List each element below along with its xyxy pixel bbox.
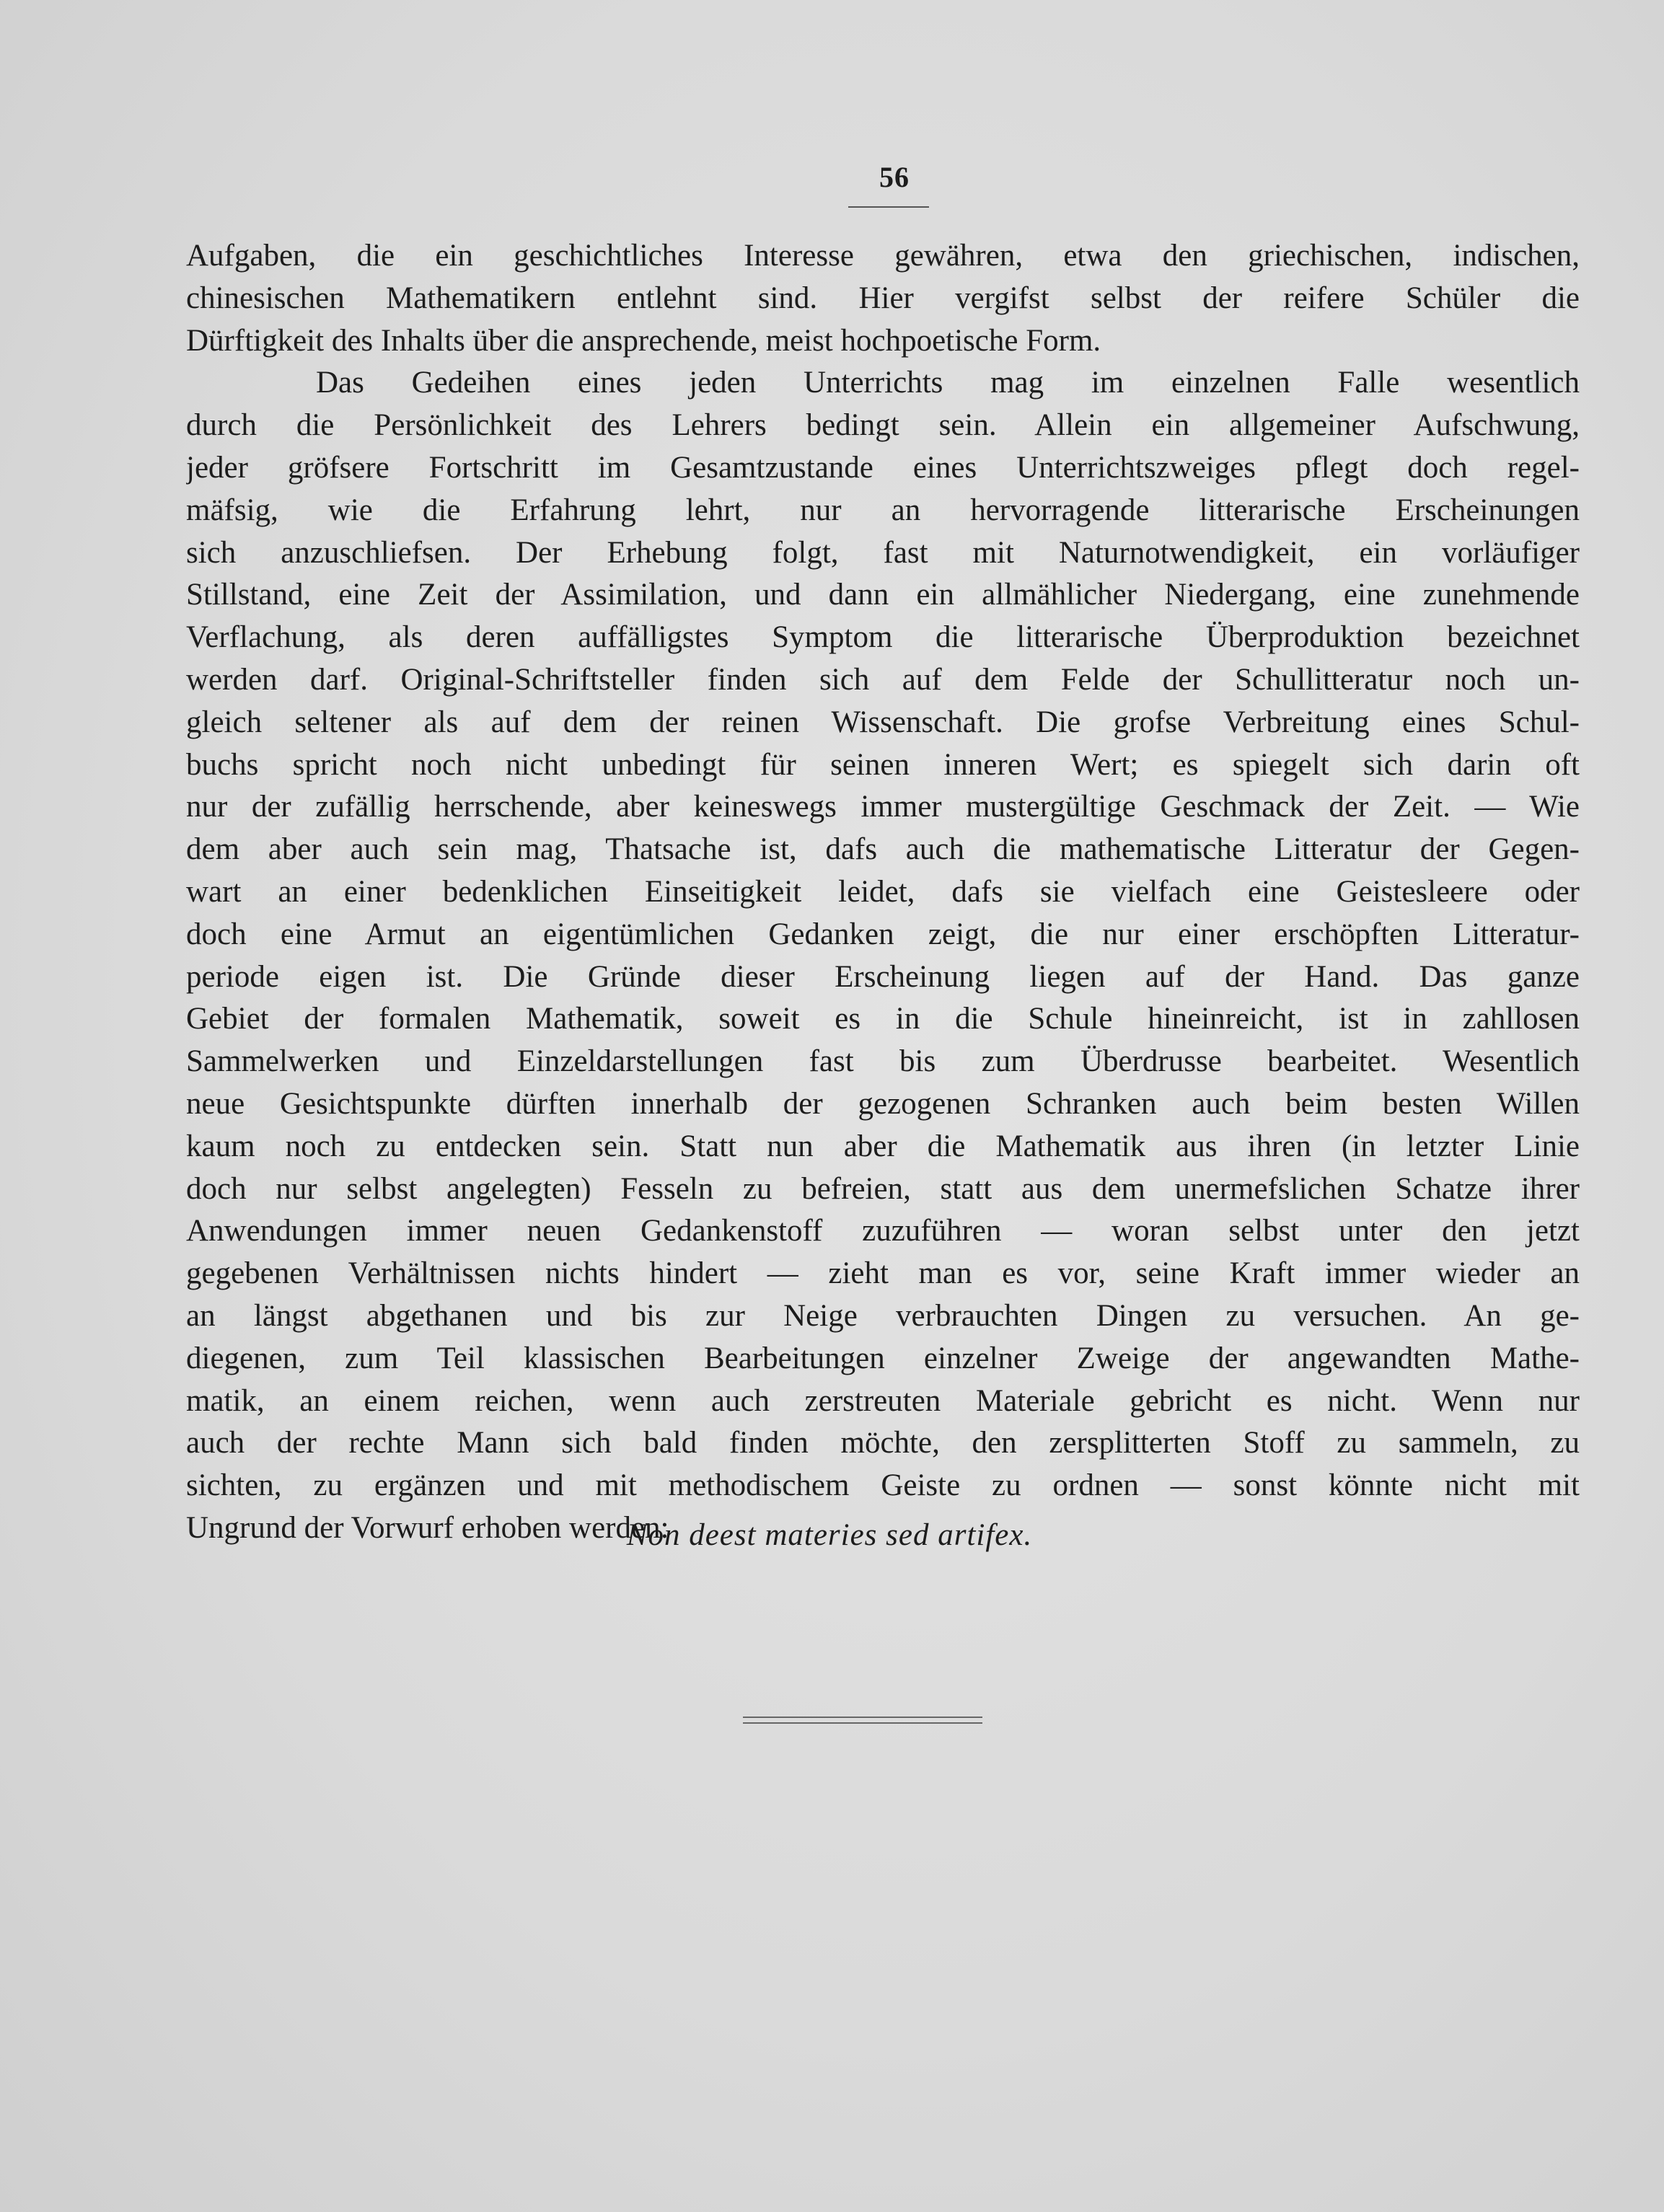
text-line: Verflachung, als deren auffälligstes Symptom die litterarische Überproduktion bezeichnet: [186, 620, 1580, 655]
text-line: Dürftigkeit des Inhalts über die ansprechende, meist hochpoetische Form.: [186, 323, 1101, 358]
text-line: Aufgaben, die ein geschichtliches Interesse gewähren, etwa den griechischen, indischen,: [186, 239, 1580, 273]
text-line: matik, an einem reichen, wenn auch zerstreuten Materiale gebricht es nicht. Wenn nur: [186, 1383, 1580, 1418]
text-line: diegenen, zum Teil klassischen Bearbeitungen einzelner Zweige der angewandten Mathe-: [186, 1341, 1580, 1375]
text-line: wart an einer bedenklichen Einseitigkeit leidet, dafs sie vielfach eine Geistesleere oder: [186, 874, 1580, 909]
text-line: auch der rechte Mann sich bald finden möchte, den zersplitterten Stoff zu sammeln, zu: [186, 1426, 1580, 1460]
text-line: durch die Persönlichkeit des Lehrers bedingt sein. Allein ein allgemeiner Aufschwung,: [186, 408, 1580, 443]
text-line: Sammelwerken und Einzeldarstellungen fast bis zum Überdrusse bearbeitet. Wesentlich: [186, 1044, 1580, 1079]
text-line: Anwendungen immer neuen Gedankenstoff zuzuführen — woran selbst unter den jetzt: [186, 1214, 1580, 1248]
text-line: werden darf. Original-Schriftsteller finden sich auf dem Felde der Schullitteratur noch un-: [186, 662, 1580, 697]
text-line: doch nur selbst angelegten) Fesseln zu befreien, statt aus dem unermefslichen Schatze ihrer: [186, 1171, 1580, 1206]
text-line: doch eine Armut an eigentümlichen Gedanken zeigt, die nur einer erschöpften Litteratur-: [186, 917, 1580, 951]
text-line: mäfsig, wie die Erfahrung lehrt, nur an hervorragende litterarische Erscheinungen: [186, 493, 1580, 527]
page-number-rule: [848, 206, 929, 208]
text-line: Stillstand, eine Zeit der Assimilation, und dann ein allmählicher Niedergang, eine zunehmende: [186, 578, 1580, 612]
epigraph: Non deest materies sed artifex.: [626, 1518, 1033, 1552]
text-line: sich anzuschliefsen. Der Erhebung folgt, fast mit Naturnotwendigkeit, ein vorläufiger: [186, 535, 1580, 570]
body-text: [186, 235, 1580, 1550]
text-line: buchs spricht noch nicht unbedingt für seinen inneren Wert; es spiegelt sich darin oft: [186, 747, 1580, 782]
text-line: periode eigen ist. Die Gründe dieser Erscheinung liegen auf der Hand. Das ganze: [186, 959, 1580, 994]
text-line: gleich seltener als auf dem der reinen Wissenschaft. Die grofse Verbreitung eines Schul-: [186, 705, 1580, 739]
text-line: sichten, zu ergänzen und mit methodischem Geiste zu ordnen — sonst könnte nicht mit: [186, 1468, 1580, 1503]
text-line: Ungrund der Vorwurf erhoben werden:: [186, 1510, 669, 1545]
text-line: gegebenen Verhältnissen nichts hindert — zieht man es vor, seine Kraft immer wieder an: [186, 1256, 1580, 1291]
text-line: neue Gesichtspunkte dürften innerhalb der gezogenen Schranken auch beim besten Willen: [186, 1086, 1580, 1121]
end-rule: [743, 1717, 982, 1724]
text-line: Das Gedeihen eines jeden Unterrichts mag im einzelnen Falle wesentlich: [316, 366, 1580, 400]
text-line: Gebiet der formalen Mathematik, soweit es in die Schule hineinreicht, ist in zahllosen: [186, 1002, 1580, 1036]
page-number: 56: [879, 161, 910, 193]
text-line: dem aber auch sein mag, Thatsache ist, dafs auch die mathematische Litteratur der Gegen-: [186, 832, 1580, 867]
text-line: an längst abgethanen und bis zur Neige verbrauchten Dingen zu versuchen. An ge-: [186, 1298, 1580, 1333]
text-line: nur der zufällig herrschende, aber keineswegs immer mustergültige Geschmack der Zeit. — Wie: [186, 790, 1580, 824]
text-line: chinesischen Mathematikern entlehnt sind. Hier vergifst selbst der reifere Schüler die: [186, 281, 1580, 315]
text-line: kaum noch zu entdecken sein. Statt nun aber die Mathematik aus ihren (in letzter Linie: [186, 1129, 1580, 1163]
text-line: jeder gröfsere Fortschritt im Gesamtzustande eines Unterrichtszweiges pflegt doch regel-: [186, 450, 1580, 485]
